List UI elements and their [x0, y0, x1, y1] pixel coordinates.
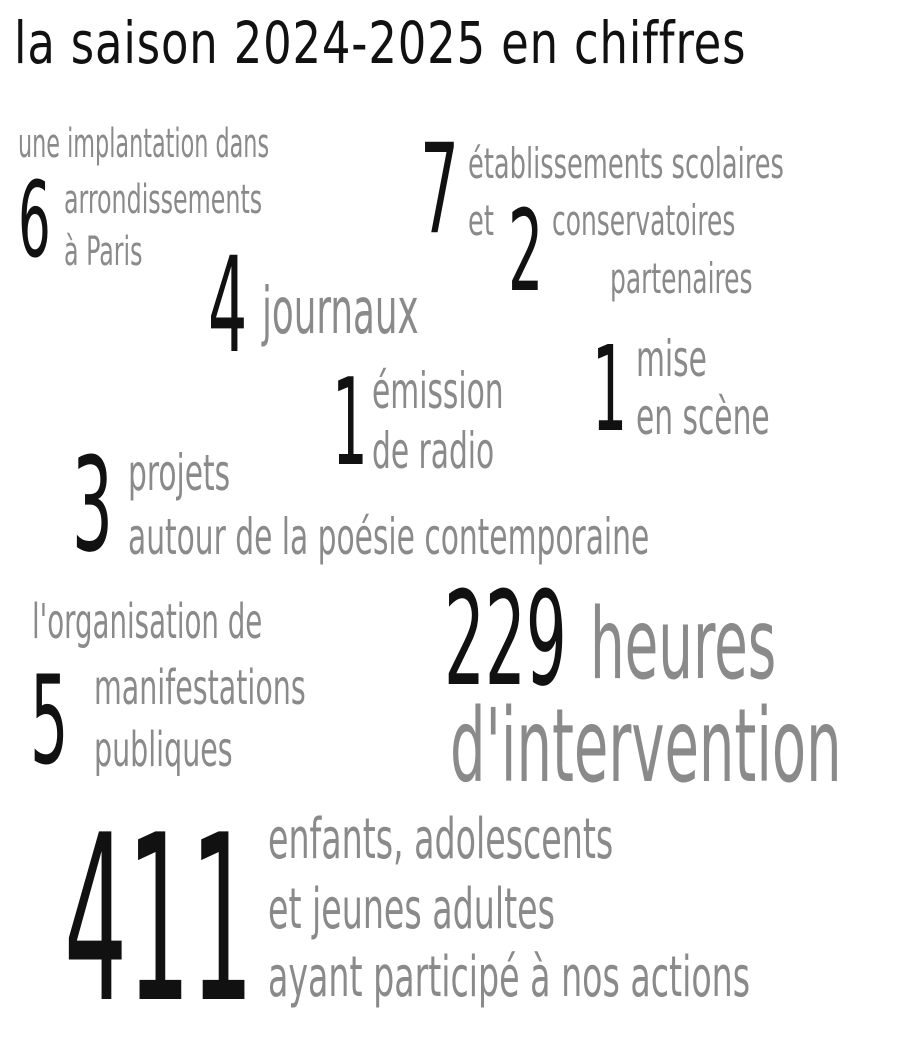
participants-line1: enfants, adolescents [268, 807, 614, 872]
arrondissements-intro: une implantation dans [18, 121, 270, 167]
partenaires-label: partenaires [610, 254, 753, 303]
mise-en-scene-line1: mise [636, 330, 707, 388]
arrondissements-location: à Paris [64, 229, 143, 275]
participants-line3: ayant participé à nos actions [268, 945, 751, 1010]
etablissements-number: 7 [420, 118, 460, 262]
journaux-label: journaux [262, 275, 419, 349]
radio-line1: émission [372, 362, 504, 420]
arrondissements-number: 6 [18, 159, 51, 281]
projets-line1: projets [128, 444, 231, 502]
participants-line2: et jeunes adultes [268, 877, 555, 942]
projets-number: 3 [72, 429, 113, 581]
heures-number: 229 [444, 563, 567, 715]
participants-number: 411 [64, 787, 254, 1054]
projets-line2: autour de la poésie contemporaine [128, 508, 650, 566]
conservatoires-label: conservatoires [552, 196, 736, 245]
mise-en-scene-number: 1 [592, 320, 628, 458]
page-title: la saison 2024-2025 en chiffres [14, 9, 747, 77]
arrondissements-label: arrondissements [64, 177, 263, 223]
heures-line2: d'intervention [450, 687, 842, 806]
mise-en-scene-line2: en scène [636, 388, 770, 446]
heures-line1: heures [590, 588, 777, 702]
conservatoires-number: 2 [508, 187, 544, 317]
radio-line2: de radio [372, 422, 495, 480]
etablissements-connector: et [468, 196, 494, 245]
journaux-number: 4 [208, 229, 248, 383]
manifestations-line2: manifestations [94, 660, 306, 716]
manifestations-intro: l'organisation de [32, 594, 263, 650]
manifestations-line3: publiques [94, 722, 233, 778]
radio-number: 1 [332, 354, 368, 493]
manifestations-number: 5 [30, 650, 69, 792]
etablissements-label: établissements scolaires [468, 139, 784, 188]
